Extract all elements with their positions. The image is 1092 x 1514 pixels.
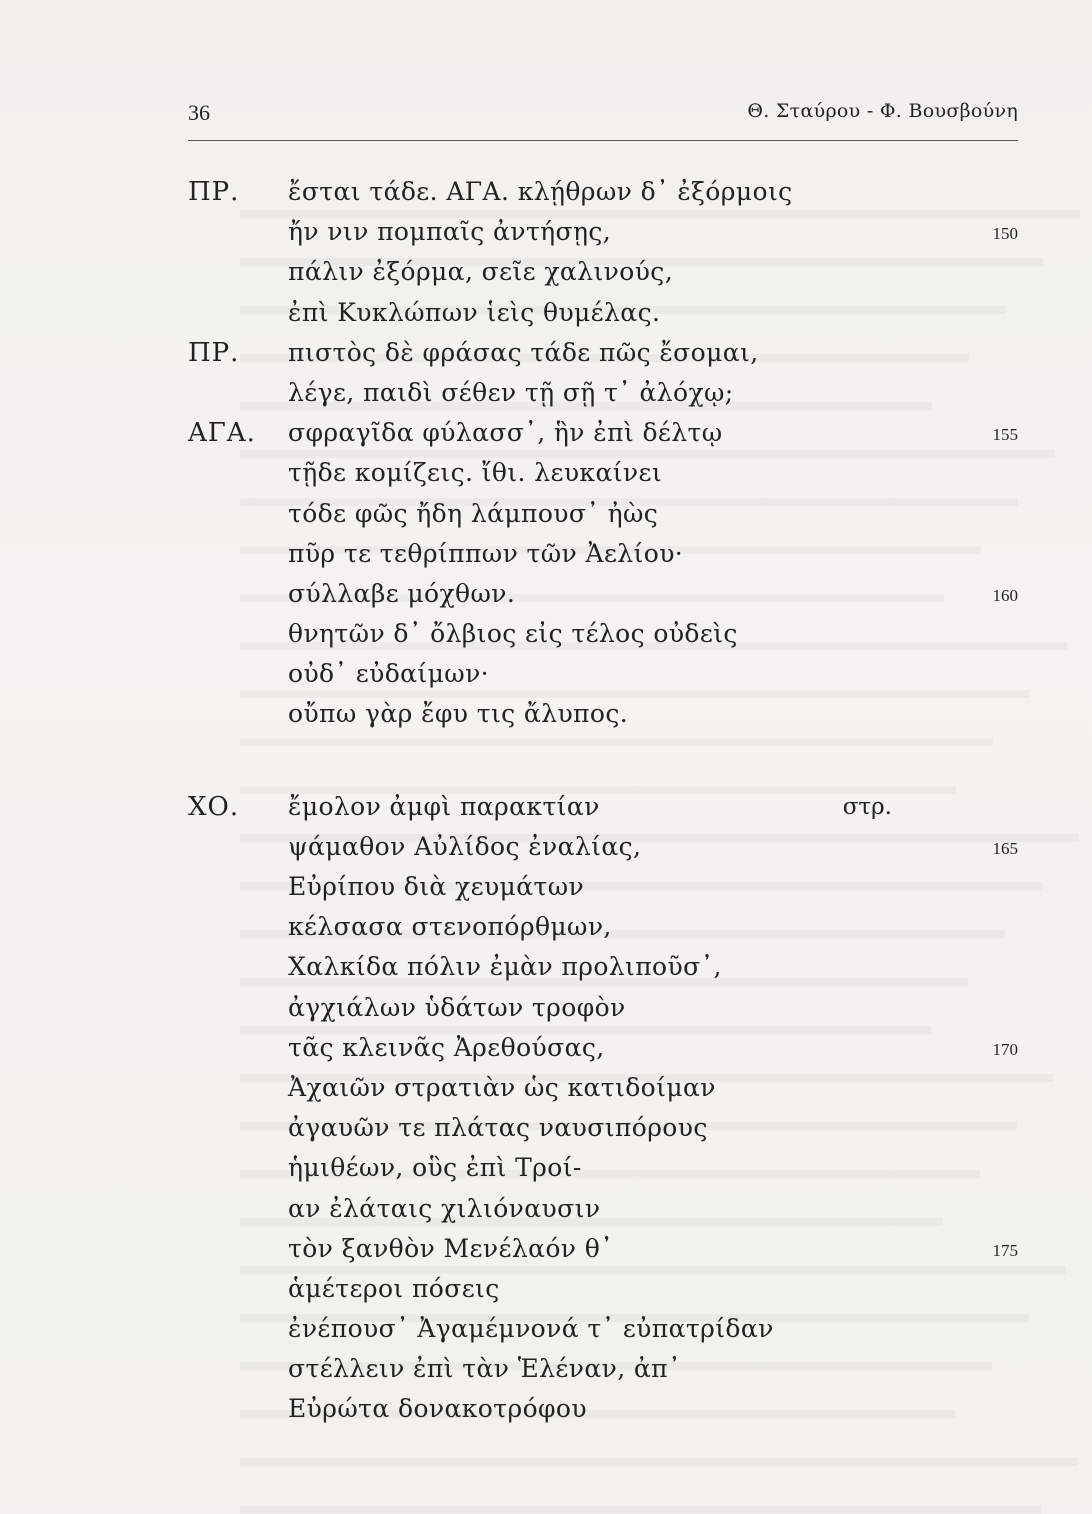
speaker-label: ΠΡ. — [188, 177, 240, 207]
verse-line — [188, 293, 1018, 333]
line-number: 165 — [992, 838, 1018, 858]
verse-line — [188, 947, 1018, 987]
verse-line — [188, 1028, 1018, 1068]
verse-text: ἐπὶ Κυκλώπων ἱεὶς θυμέλας. — [288, 297, 661, 327]
verse-line — [188, 1108, 1018, 1148]
line-number: 170 — [992, 1039, 1018, 1059]
verse-line — [188, 534, 1018, 574]
verse-text: πῦρ τε τεθρίππων τῶν Ἀελίου· — [288, 538, 684, 568]
verse-line — [188, 1189, 1018, 1229]
verse-line — [188, 413, 1018, 453]
verse-line — [188, 1229, 1018, 1269]
verse-text: πιστὸς δὲ φράσας τάδε πῶς ἔσομαι, — [288, 337, 759, 367]
verse-text: ἐνέπουσ᾽ Ἀγαμέμνονά τ᾽ εὐπατρίδαν — [288, 1314, 774, 1344]
verse-text: τᾶς κλεινᾶς Ἀρεθούσας, — [288, 1032, 605, 1062]
line-number: 160 — [992, 585, 1018, 605]
verse-text: οὐδ᾽ εὐδαίμων· — [288, 659, 490, 689]
verse-text: ἡμιθέων, οὓς ἐπὶ Τροί- — [288, 1153, 582, 1183]
line-number: 155 — [992, 425, 1018, 445]
verse-text: τῇδε κομίζεις. ἴθι. λευκαίνει — [288, 458, 663, 488]
verse-line — [188, 1148, 1018, 1188]
line-number: 175 — [992, 1240, 1018, 1260]
verse-line — [188, 694, 1018, 734]
verse-line — [188, 212, 1018, 252]
verse-line — [188, 1068, 1018, 1108]
verse-text: λέγε, παιδὶ σέθεν τῇ σῇ τ᾽ ἀλόχῳ; — [288, 377, 734, 407]
verse-text: πάλιν ἐξόρμα, σεῖε χαλινούς, — [288, 257, 674, 287]
verse-line — [188, 453, 1018, 493]
verse-line — [188, 867, 1018, 907]
verse-line — [188, 373, 1018, 413]
line-number: 150 — [992, 224, 1018, 244]
page-header — [188, 100, 1018, 141]
verse-line — [188, 1349, 1018, 1389]
verse-line — [188, 1309, 1018, 1349]
verse-text: ἔσται τάδε. ΑΓΑ. κλῄθρων δ᾽ ἐξόρμοις — [288, 177, 793, 206]
verse-text: αν ἐλάταις χιλιόναυσιν — [288, 1193, 601, 1223]
verse-text: Χαλκίδα πόλιν ἐμὰν προλιποῦσ᾽, — [288, 952, 722, 982]
verse-text: ἀγαυῶν τε πλάτας ναυσιπόρους — [288, 1113, 708, 1143]
verse-text: ἔμολον ἀμφὶ παρακτίαν — [288, 791, 600, 821]
verse-text: Ἀχαιῶν στρατιὰν ὡς κατιδοίμαν — [288, 1072, 716, 1102]
verse-line — [188, 787, 1018, 827]
verse-text: τόδε φῶς ἤδη λάμπουσ᾽ ἠὼς — [288, 498, 659, 528]
verse-text: ἁμέτεροι πόσεις — [288, 1273, 500, 1303]
verse-line — [188, 494, 1018, 534]
verse-line — [188, 614, 1018, 654]
verse-text: στέλλειν ἐπὶ τὰν Ἑλέναν, ἀπ᾽ — [288, 1354, 681, 1384]
verse-line — [188, 252, 1018, 292]
verse-line — [188, 333, 1018, 373]
verse-line — [188, 988, 1018, 1028]
verse-line — [188, 1269, 1018, 1309]
verse-line — [188, 172, 1018, 212]
speaker-label: ΠΡ. — [188, 337, 240, 368]
verse-text: Εὐρίπου διὰ χευμάτων — [288, 872, 585, 901]
page-number: 36 — [188, 100, 210, 125]
verse-line — [188, 827, 1018, 867]
verse-text: οὔπω γὰρ ἔφυ τις ἄλυπος. — [288, 699, 629, 729]
verse-text: Εὐρώτα δονακοτρόφου — [288, 1394, 587, 1424]
verse-text: ψάμαθον Αὐλίδος ἐναλίας, — [288, 831, 642, 861]
verse-line — [188, 907, 1018, 947]
strophe-marker: στρ. — [842, 793, 892, 820]
running-head: Θ. Σταύρου - Φ. Βουσβούνη — [747, 100, 1018, 122]
verse-text: σύλλαβε μόχθων. — [288, 578, 516, 608]
speaker-label: ΧΟ. — [188, 791, 240, 822]
verse-line — [188, 654, 1018, 694]
verse-line — [188, 1389, 1018, 1429]
verse-text: ἤν νιν πομπαῖς ἀντήσῃς, — [288, 217, 612, 247]
verse-line — [188, 574, 1018, 614]
verse-text: θνητῶν δ᾽ ὄλβιος εἰς τέλος οὐδεὶς — [288, 619, 738, 649]
speaker-label: ΑΓΑ. — [188, 418, 256, 449]
verse-text: σφραγῖδα φύλασσ᾽, ἣν ἐπὶ δέλτῳ — [288, 418, 723, 448]
verse-text: κέλσασα στενοπόρθμων, — [288, 912, 612, 942]
verse-text: τὸν ξανθὸν Μενέλαόν θ᾽ — [288, 1233, 614, 1263]
verse-text-block — [188, 172, 1018, 1430]
verse-text: ἀγχιάλων ὑδάτων τροφὸν — [288, 992, 626, 1022]
